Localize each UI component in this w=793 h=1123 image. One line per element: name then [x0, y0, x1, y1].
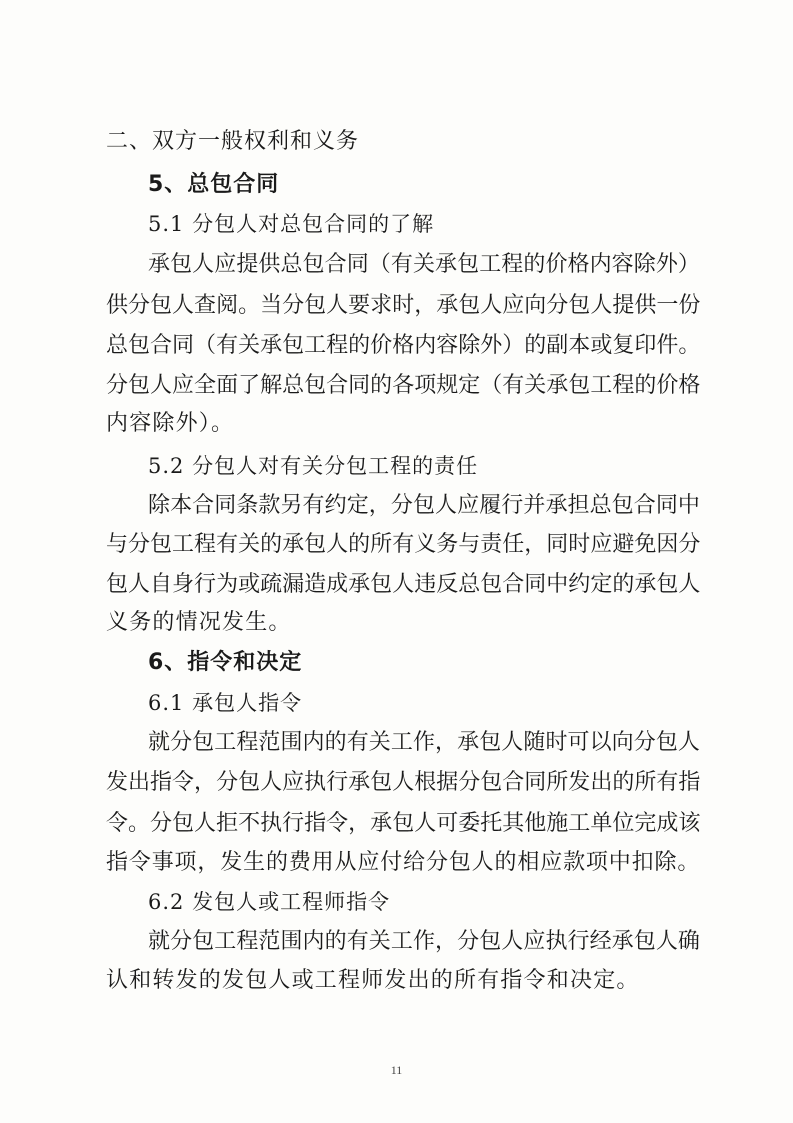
paragraph-line: 分包人应全面了解总包合同的各项规定（有关承包工程的价格 [106, 373, 701, 398]
paragraph-line: 除本合同条款另有约定，分包人应履行并承担总包合同中 [148, 493, 701, 518]
paragraph-line: 就分包工程范围内的有关工作，分包人应执行经承包人确 [148, 929, 701, 954]
paragraph-line: 发出指令，分包人应执行承包人根据分包合同所发出的所有指 [106, 770, 701, 795]
paragraph-line: 认和转发的发包人或工程师发出的所有指令和决定。 [106, 968, 640, 993]
subheading-5-2: 5.2 分包人对有关分包工程的责任 [148, 454, 479, 478]
paragraph-line: 义务的情况发生。 [106, 610, 292, 635]
paragraph-line: 包人自身行为或疏漏造成承包人违反总包合同中约定的承包人 [106, 572, 701, 597]
paragraph-line: 指令事项，发生的费用从应付给分包人的相应款项中扣除。 [106, 850, 701, 875]
paragraph-line: 与分包工程有关的承包人的所有义务与责任，同时应避免因分 [106, 532, 701, 557]
page-number: 11 [390, 1063, 403, 1077]
paragraph-line: 承包人应提供总包合同（有关承包工程的价格内容除外） [148, 252, 701, 277]
paragraph-line: 供分包人查阅。当分包人要求时，承包人应向分包人提供一份 [106, 293, 701, 318]
subheading-6-1: 6.1 承包人指令 [148, 691, 303, 715]
paragraph-line: 令。分包人拒不执行指令，承包人可委托其他施工单位完成该 [106, 811, 701, 836]
paragraph-line: 总包合同（有关承包工程的价格内容除外）的副本或复印件。 [106, 333, 701, 358]
heading-5: 5、总包合同 [148, 172, 280, 197]
subheading-5-1: 5.1 分包人对总包合同的了解 [148, 212, 435, 236]
section-title: 二、双方一般权利和义务 [106, 129, 360, 154]
paragraph-line: 内容除外）。 [106, 411, 235, 436]
heading-6: 6、指令和决定 [148, 650, 303, 675]
subheading-6-2: 6.2 发包人或工程师指令 [148, 890, 391, 914]
paragraph-line: 就分包工程范围内的有关工作，承包人随时可以向分包人 [148, 730, 701, 755]
